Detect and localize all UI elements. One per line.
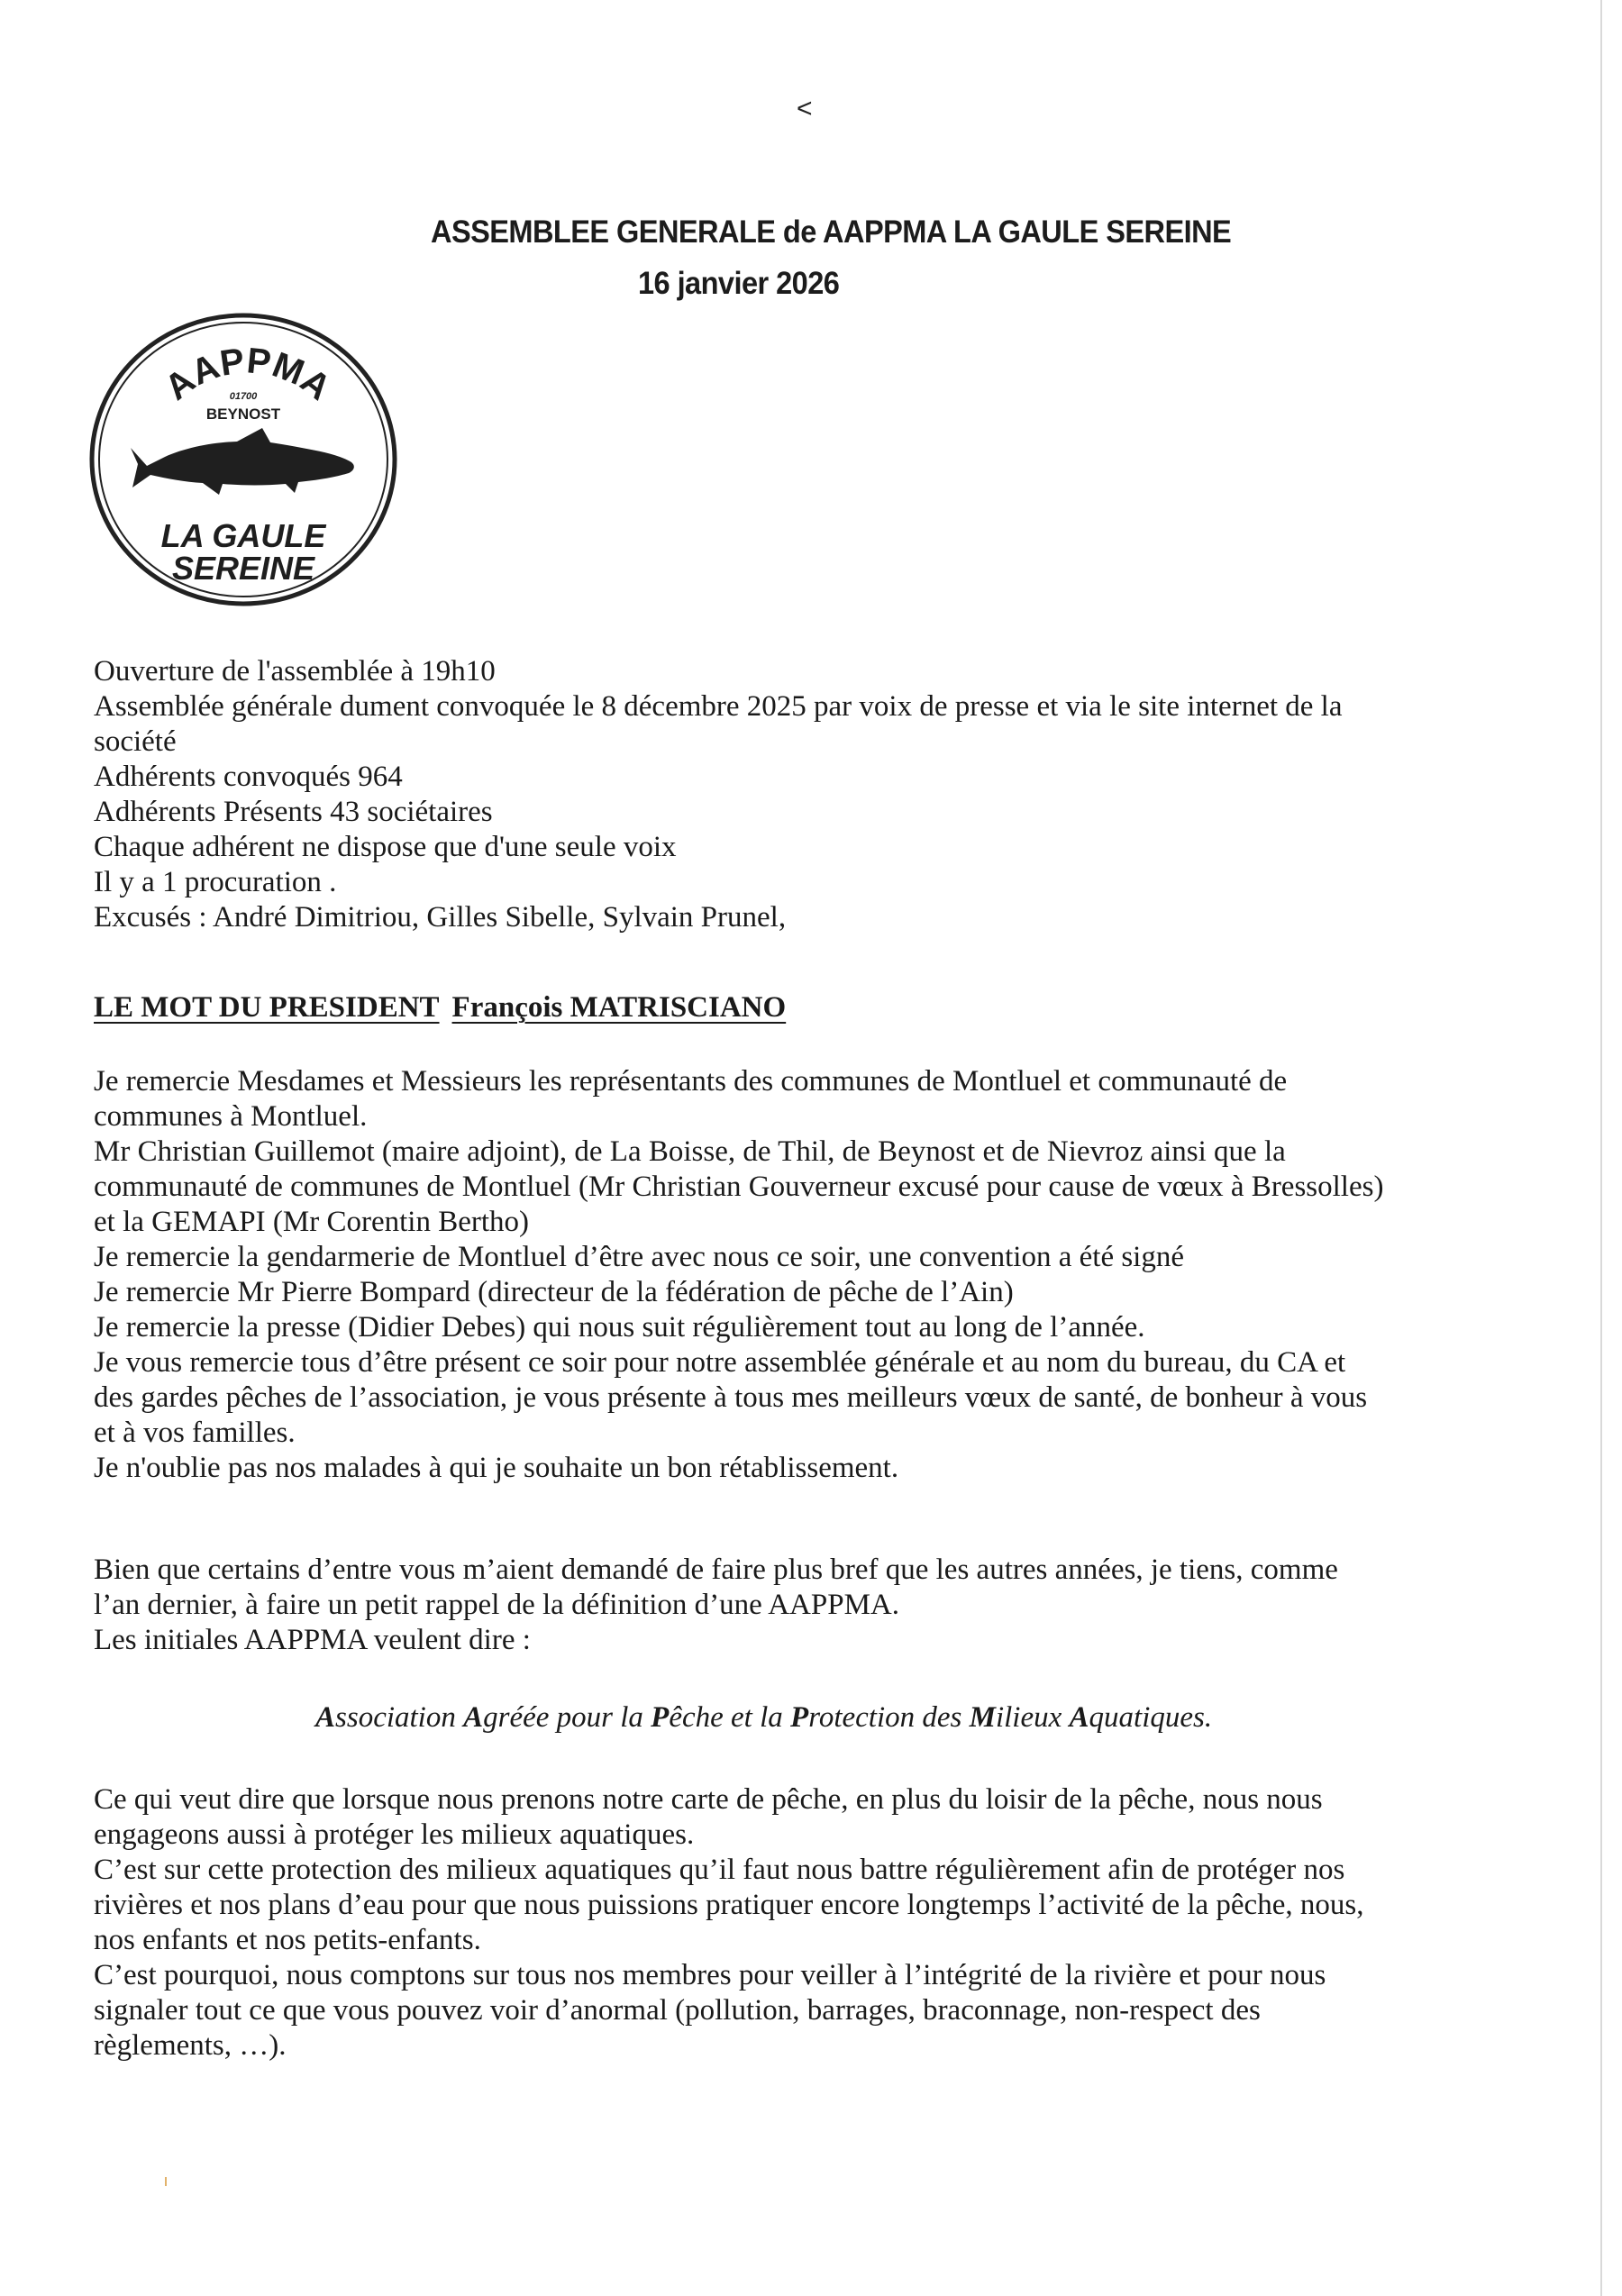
paragraph-line: l’an dernier, à faire un petit rappel de la définition d’une AAPPMA. bbox=[94, 1589, 899, 1621]
paragraph-line: signaler tout ce que vous pouvez voir d’anormal (pollution, barrages, braconnage, non-respect des bbox=[94, 1994, 1261, 2027]
paragraph-line: Je remercie Mesdames et Messieurs les représentants des communes de Montluel et communauté de bbox=[94, 1065, 1288, 1098]
motto-word: êche et la bbox=[669, 1701, 791, 1734]
motto-initial: A bbox=[315, 1701, 336, 1734]
paragraph-line: et la GEMAPI (Mr Corentin Bertho) bbox=[94, 1206, 529, 1238]
protection-paragraph bbox=[94, 1782, 1363, 2064]
motto-initial: P bbox=[651, 1701, 670, 1734]
heading-label: LE MOT DU PRESIDENT bbox=[94, 991, 440, 1024]
paragraph-line: Je remercie Mr Pierre Bompard (directeur de la fédération de pêche de l’Ain) bbox=[94, 1276, 1014, 1308]
paragraph-line: Bien que certains d’entre vous m’aient demandé de faire plus bref que les autres années, je tiens, comme bbox=[94, 1553, 1338, 1586]
intro-line: Ouverture de l'assemblée à 19h10 bbox=[94, 655, 496, 688]
president-name: François MATRISCIANO bbox=[451, 991, 787, 1024]
motto-word: rotection des bbox=[808, 1701, 970, 1734]
aappma-logo bbox=[86, 311, 401, 608]
definition-intro-paragraph bbox=[94, 1553, 1338, 1658]
paragraph-line: C’est pourquoi, nous comptons sur tous nos membres pour veiller à l’intégrité de la rivière et pour nous bbox=[94, 1959, 1326, 1991]
intro-line: Assemblée générale dument convoquée le 8 décembre 2025 par voix de presse et via le site internet de la bbox=[94, 690, 1343, 723]
motto-initial: A bbox=[1069, 1701, 1089, 1734]
motto-word: gréée pour la bbox=[483, 1701, 652, 1734]
president-heading bbox=[94, 991, 786, 1025]
thanks-paragraph bbox=[94, 1064, 1383, 1486]
document-date: 16 janvier 2026 bbox=[638, 266, 840, 301]
motto-initial: P bbox=[790, 1701, 809, 1734]
paragraph-line: règlements, …). bbox=[94, 2029, 287, 2062]
motto-word: ilieux bbox=[995, 1701, 1070, 1734]
paragraph-line: communauté de communes de Montluel (Mr Christian Gouverneur excusé pour cause de vœux à Bressolles) bbox=[94, 1171, 1384, 1203]
paragraph-line: Je vous remercie tous d’être présent ce soir pour notre assemblée générale et au nom du bureau, du CA et bbox=[94, 1346, 1346, 1379]
document-title: ASSEMBLEE GENERALE de AAPPMA LA GAULE SEREINE bbox=[431, 214, 1232, 250]
intro-line: Adhérents Présents 43 sociétaires bbox=[94, 796, 493, 828]
logo-name-line1: LA GAULE bbox=[160, 517, 326, 554]
caret-mark: < bbox=[797, 94, 813, 123]
paragraph-line: engageons aussi à protéger les milieux aquatiques. bbox=[94, 1818, 695, 1851]
intro-line: société bbox=[94, 725, 177, 758]
scan-edge-line bbox=[1600, 0, 1602, 2296]
intro-block bbox=[94, 654, 1342, 935]
logo-arc-text: AAPPMA bbox=[157, 341, 339, 408]
intro-line: Il y a 1 procuration . bbox=[94, 866, 337, 898]
paragraph-line: rivières et nos plans d’eau pour que nous puissions pratiquer encore longtemps l’activité de la pêche, nous, bbox=[94, 1889, 1364, 1921]
paragraph-line: communes à Montluel. bbox=[94, 1100, 368, 1133]
motto-initial: A bbox=[463, 1701, 484, 1734]
motto-initial: M bbox=[969, 1701, 996, 1734]
paragraph-line: Je n'oublie pas nos malades à qui je souhaite un bon rétablissement. bbox=[94, 1452, 899, 1484]
intro-line: Adhérents convoqués 964 bbox=[94, 761, 403, 793]
motto-word: quatiques. bbox=[1089, 1701, 1213, 1734]
logo-name-line2: SEREINE bbox=[171, 550, 315, 587]
paragraph-line: C’est sur cette protection des milieux aquatiques qu’il faut nous battre régulièrement afin de protéger nos bbox=[94, 1854, 1345, 1886]
logo-postal-code: 01700 bbox=[229, 391, 258, 402]
paragraph-line: Je remercie la gendarmerie de Montluel d’être avec nous ce soir, une convention a été signé bbox=[94, 1241, 1184, 1273]
logo-town: BEYNOST bbox=[205, 405, 281, 423]
paragraph-line: nos enfants et nos petits-enfants. bbox=[94, 1924, 481, 1956]
paragraph-line: et à vos familles. bbox=[94, 1417, 296, 1449]
fish-icon bbox=[131, 428, 354, 495]
scan-speck bbox=[165, 2177, 167, 2186]
intro-line: Excusés : André Dimitriou, Gilles Sibelle, Sylvain Prunel, bbox=[94, 901, 787, 934]
paragraph-line: Ce qui veut dire que lorsque nous prenons notre carte de pêche, en plus du loisir de la pêche, nous nous bbox=[94, 1783, 1323, 1816]
motto-word: ssociation bbox=[335, 1701, 464, 1734]
paragraph-line: Les initiales AAPPMA veulent dire : bbox=[94, 1624, 531, 1656]
aappma-definition bbox=[315, 1701, 1212, 1735]
intro-line: Chaque adhérent ne dispose que d'une seule voix bbox=[94, 831, 677, 863]
paragraph-line: Je remercie la presse (Didier Debes) qui nous suit régulièrement tout au long de l’année. bbox=[94, 1311, 1145, 1344]
paragraph-line: Mr Christian Guillemot (maire adjoint), de La Boisse, de Thil, de Beynost et de Nievroz ainsi que la bbox=[94, 1135, 1286, 1168]
paragraph-line: des gardes pêches de l’association, je vous présente à tous mes meilleurs vœux de santé, de bonheur à vous bbox=[94, 1381, 1368, 1414]
